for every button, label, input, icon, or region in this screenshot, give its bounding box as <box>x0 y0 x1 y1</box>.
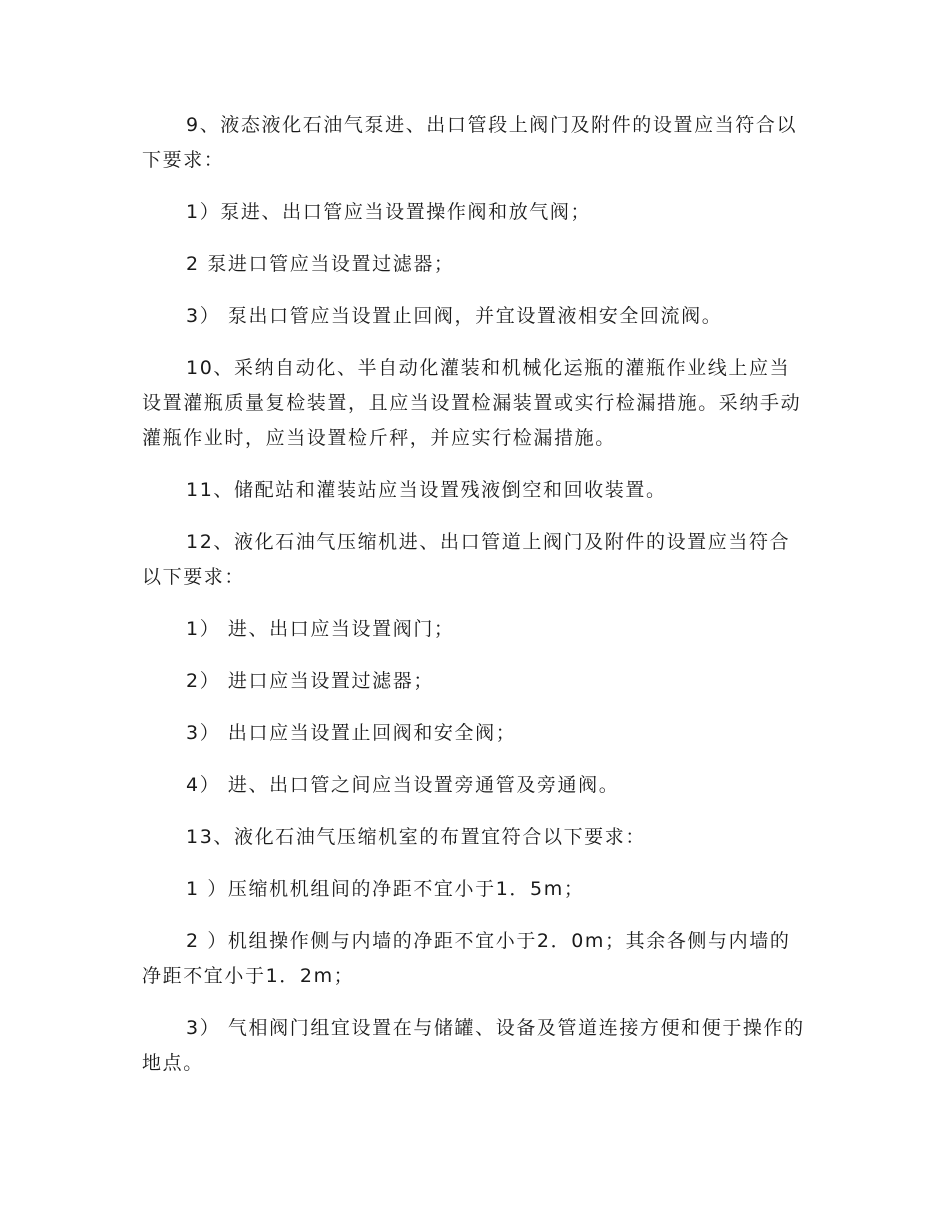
paragraph-11: 11、储配站和灌装站应当设置残液倒空和回收装置。 <box>186 479 667 501</box>
paragraph-10: 10、采纳自动化、半自动化灌装和机械化运瓶的灌瓶作业线上应当设置灌瓶质量复检装置，且应当设置检漏装置或实行检漏措施。采纳手动灌瓶作业时，应当设置检斤秤，并应实行检漏措施。 <box>142 357 802 449</box>
paragraph-13-item-2: 2 ）机组操作侧与内墙的净距不宜小于2．0m；其余各侧与内墙的净距不宜小于1．2m； <box>142 930 791 987</box>
paragraph-9-item-3: 3） 泵出口管应当设置止回阀，并宜设置液相安全回流阀。 <box>186 305 723 327</box>
paragraph-9-item-1: 1）泵进、出口管应当设置操作阀和放气阀； <box>186 201 592 223</box>
document-body <box>142 108 810 1098</box>
paragraph-9: 9、液态液化石油气泵进、出口管段上阀门及附件的设置应当符合以下要求： <box>142 114 798 171</box>
paragraph-12-item-2: 2） 进口应当设置过滤器； <box>186 670 434 692</box>
paragraph-12: 12、液化石油气压缩机进、出口管道上阀门及附件的设置应当符合以下要求： <box>142 531 791 588</box>
paragraph-12-item-4: 4） 进、出口管之间应当设置旁通管及旁通阀。 <box>186 774 620 796</box>
paragraph-12-item-1: 1） 进、出口应当设置阀门； <box>186 618 455 640</box>
paragraph-13-item-3: 3） 气相阀门组宜设置在与储罐、设备及管道连接方便和便于操作的地点。 <box>142 1017 805 1074</box>
paragraph-13-item-1: 1 ）压缩机机组间的净距不宜小于1．5m； <box>186 878 585 900</box>
paragraph-13: 13、液化石油气压缩机室的布置宜符合以下要求： <box>186 826 646 848</box>
paragraph-12-item-3: 3） 出口应当设置止回阀和安全阀； <box>186 722 517 744</box>
paragraph-9-item-2: 2 泵进口管应当设置过滤器； <box>186 253 455 275</box>
